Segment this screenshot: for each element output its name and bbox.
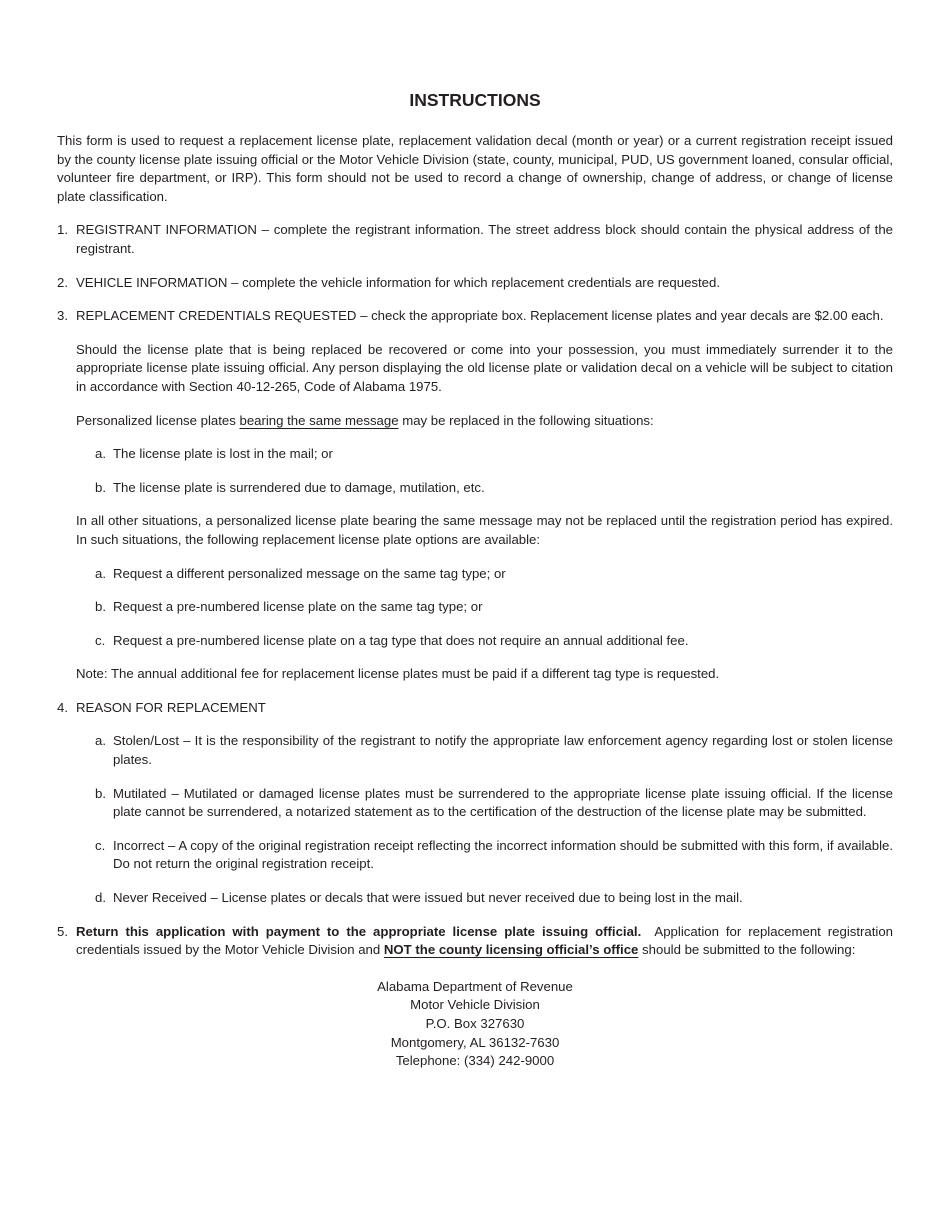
instruction-item-2 — [57, 274, 893, 293]
item-number: 2. — [57, 274, 68, 290]
personalized-paragraph: Personalized license plates bearing the same message may be replaced in the following situations: — [76, 412, 654, 428]
sub-item: b. The license plate is surrendered due to damage, mutilation, etc. — [95, 479, 485, 495]
underlined-phrase: bearing the same message — [239, 412, 399, 428]
instruction-item-1 — [57, 221, 893, 258]
address-line: Alabama Department of Revenue — [377, 978, 573, 994]
item-number: 4. — [57, 699, 68, 715]
telephone-line: Telephone: (334) 242-9000 — [395, 1053, 555, 1069]
other-situations-paragraph: In all other situations, a personalized license plate bearing the same message may not be replaced until the registration period has expired. In such situations, the following replacement license plate options are available: — [76, 513, 893, 547]
item-text: REASON FOR REPLACEMENT — [76, 699, 266, 715]
note-paragraph: Note: The annual additional fee for replacement license plates must be paid if a different tag type is requested. — [76, 666, 720, 682]
instruction-item-5 — [57, 923, 897, 960]
sub-item: a. Stolen/Lost – It is the responsibility of the registrant to notify the appropriate law enforcement agency regarding lost or stolen license plates. — [95, 733, 893, 768]
sub-item: c. Request a pre-numbered license plate on a tag type that does not require an annual additional fee. — [95, 632, 689, 648]
sub-item: d. Never Received – License plates or decals that were issued but never received due to being lost in the mail. — [95, 890, 743, 906]
bold-instruction: Return this application with payment to the appropriate license plate issuing official. — [76, 923, 642, 939]
instruction-item-4 — [57, 699, 893, 908]
item-number: 3. — [57, 308, 68, 324]
sub-item: c. Incorrect – A copy of the original registration receipt reflecting the incorrect information should be submitted with this form, if available. Do not return the original registration receipt. — [95, 837, 893, 872]
item-text: VEHICLE INFORMATION – complete the vehicle information for which replacement credentials are requested. — [76, 274, 721, 290]
item-text: REPLACEMENT CREDENTIALS REQUESTED – check the appropriate box. Replacement license plates and year decals are $2.00 each. — [76, 308, 884, 324]
instructions-page — [57, 88, 897, 1071]
item-number: 1. — [57, 222, 68, 238]
sub-item: a. Request a different personalized message on the same tag type; or — [95, 565, 506, 581]
instruction-item-3 — [57, 307, 893, 684]
item-number: 5. — [57, 923, 68, 939]
underlined-bold-phrase: NOT the county licensing official’s office — [383, 942, 639, 958]
item-text: Return this application with payment to the appropriate license plate issuing official. Application for replacement registration credentials issued by the Motor Vehicle Division and NOT the county licensing official’s office should be submitted to the following: — [76, 923, 897, 958]
address-line: Motor Vehicle Division — [410, 997, 540, 1013]
mailing-address — [57, 978, 893, 1071]
item-text: REGISTRANT INFORMATION – complete the registrant information. The street address block should contain the physical address of the registrant. — [76, 222, 893, 256]
sub-item: a. The license plate is lost in the mail; or — [95, 446, 333, 462]
sub-item: b. Request a pre-numbered license plate on the same tag type; or — [95, 599, 483, 615]
address-line: P.O. Box 327630 — [425, 1016, 525, 1031]
address-line: Montgomery, AL 36132-7630 — [390, 1034, 560, 1050]
surrender-paragraph: Should the license plate that is being replaced be recovered or come into your possession, you must immediately surrender it to the appropriate license plate issuing official. Any person displaying the old license plate or validation decal on a vehicle will be subject to citation in accordance with Section 40-12-265, Code of Alabama 1975. — [76, 341, 893, 394]
page-title: INSTRUCTIONS — [409, 90, 541, 110]
sub-item: b. Mutilated – Mutilated or damaged license plates must be surrendered to the appropriate license plate issuing official. If the license plate cannot be surrendered, a notarized statement as to the certification of the destruction of the license plate may be submitted. — [95, 785, 893, 820]
intro-paragraph: This form is used to request a replacement license plate, replacement validation decal (month or year) or a current registration receipt issued by the county license plate issuing official or the Motor Vehicle Division (state, county, municipal, PUD, US government loaned, consular official, volunteer fire department, or IRP). This form should not be used to record a change of ownership, change of address, or change of license plate classification. — [57, 133, 893, 204]
